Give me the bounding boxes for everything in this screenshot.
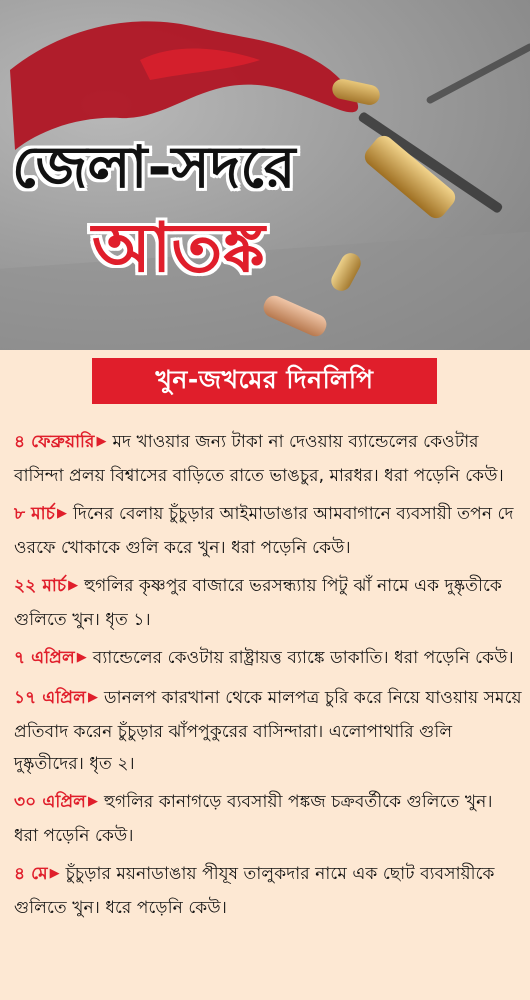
timeline-entry <box>14 426 522 492</box>
timeline-entry <box>14 682 522 780</box>
arrow-right-icon: ▶ <box>76 650 87 665</box>
entry-text: দিনের বেলায় চুঁচুড়ার আইমাডাঙার আমবাগানে ব্যবসায়ী তপন দে ওরফে খোকাকে গুলি করে খুন। ধরা পড়েনি কেউ। <box>14 504 514 558</box>
entry-date: ১৭ এপ্রিল <box>14 688 86 708</box>
arrow-right-icon: ▶ <box>87 794 98 809</box>
hero-photo <box>0 0 530 350</box>
entry-date: ৪ ফেব্রুয়ারি <box>14 432 95 452</box>
headline-line1: জেলা-সদরে <box>12 133 296 201</box>
entry-text: ব্যান্ডেলের কেওটায় রাষ্ট্রায়ত্ত ব্যাঙ্কে ডাকাতি। ধরা পড়েনি কেউ। <box>92 648 514 668</box>
entry-text: চুঁচুড়ার ময়নাডাঙায় পীযূষ তালুকদার নামে এক ছোট ব্যবসায়ীকে গুলিতে খুন। ধরে পড়েনি কেউ। <box>14 864 495 918</box>
entry-date: ৩০ এপ্রিল <box>14 792 86 812</box>
headline-line2: আতঙ্ক <box>92 209 265 288</box>
timeline-list <box>14 426 522 930</box>
timeline-entry <box>14 498 522 564</box>
timeline-entry <box>14 786 522 852</box>
arrow-right-icon: ▶ <box>96 434 107 449</box>
arrow-right-icon: ▶ <box>68 578 79 593</box>
entry-date: ৮ মার্চ <box>14 504 55 524</box>
entry-text: হুগলির কৃষ্ণপুর বাজারে ভরসন্ধ্যায় পিটু ঝাঁ নামে এক দুষ্কৃতীকে গুলিতে খুন। ধৃত ১। <box>14 576 502 630</box>
timeline-entry <box>14 858 522 924</box>
section-banner: খুন-জখমের দিনলিপি <box>92 358 437 404</box>
arrow-right-icon: ▶ <box>87 690 98 705</box>
entry-text: হুগলির কানাগড়ে ব্যবসায়ী পঙ্কজ চক্রবর্তীকে গুলিতে খুন। ধরা পড়েনি কেউ। <box>14 792 493 846</box>
timeline-entry <box>14 642 522 676</box>
entry-text: ডানলপ কারখানা থেকে মালপত্র চুরি করে নিয়ে যাওয়ায় সময়ে প্রতিবাদ করেন চুঁচুড়ার ঝাঁপপুকুরের বাসিন্দারা। এলোপাথারি গুলি দুষ্কৃতীদের। ধৃত ২। <box>14 688 522 774</box>
entry-date: ৪ মে <box>14 864 48 884</box>
entry-date: ৭ এপ্রিল <box>14 648 75 668</box>
entry-text: মদ খাওয়ার জন্য টাকা না দেওয়ায় ব্যান্ডেলের কেওটার বাসিন্দা প্রলয় বিশ্বাসের বাড়িতে রাতে ভাঙচুর, মারধর। ধরা পড়েনি কেউ। <box>14 432 504 486</box>
arrow-right-icon: ▶ <box>56 506 67 521</box>
arrow-right-icon: ▶ <box>49 866 60 881</box>
entry-date: ২২ মার্চ <box>14 576 67 596</box>
timeline-entry <box>14 570 522 636</box>
